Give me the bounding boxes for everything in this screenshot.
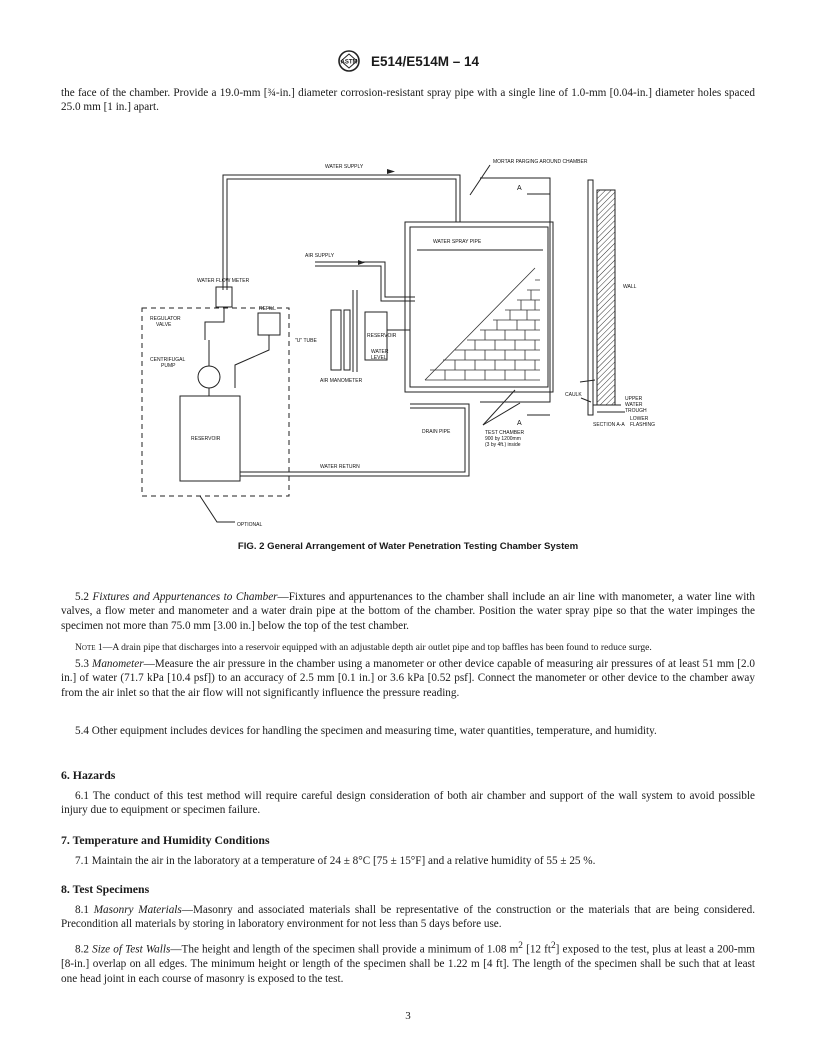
label-water-2: WATER [625, 402, 643, 408]
note-1-text: —A drain pipe that discharges into a reservoir equipped with an adjustable depth air outlet pipe and top baffles has been found to reduce surge. [102, 642, 652, 653]
label-drain-pipe: DRAIN PIPE [422, 429, 451, 435]
heading-hazards: 6. Hazards [61, 768, 116, 782]
figure-2-diagram [125, 150, 685, 535]
label-u-tube: "U" TUBE [295, 338, 317, 344]
section-5-4: 5.4 Other equipment includes devices for handling the specimen and measuring time, water quantities, temperature, and humidity. [75, 725, 657, 737]
label-test-chamber: TEST CHAMBER [485, 430, 525, 436]
note-1-label: Note 1 [75, 642, 103, 653]
section-8-2-text-b: [12 ft [522, 943, 551, 956]
label-lower: LOWER [630, 416, 649, 422]
label-caulk: CAULK [565, 392, 582, 398]
label-pump: PUMP [161, 363, 176, 369]
label-water-spray-pipe: WATER SPRAY PIPE [433, 239, 482, 245]
label-water-return: WATER RETURN [320, 464, 360, 470]
section-8-1 [61, 903, 755, 932]
label-test-chamber-size: 900 by 1200mm [485, 436, 521, 442]
label-flashing: FLASHING [630, 422, 656, 428]
section-5-2-text: —Fixtures and appurtenances to the chamber shall include an air line with manometer, a water line with valves, a flow meter and manometer and a water drain pipe at the bottom of the chamber. Position the water spray pipe so that the water impinges the specimen not more than 75.0 mm [3.00 in.] below the top of the test chamber. [61, 591, 756, 632]
page-header [0, 50, 816, 72]
note-1 [61, 641, 755, 655]
section-7-1: 7.1 Maintain the air in the laboratory at a temperature of 24 ± 8°C [75 ± 15°F] and a relative humidity of 55 ± 25 %. [75, 855, 596, 867]
section-5-2-title: Fixtures and Appurtenances to Chamber [92, 591, 278, 603]
section-5-2 [61, 590, 755, 633]
svg-text:ASTM: ASTM [340, 59, 358, 66]
section-8-2-text-a: —The height and length of the specimen shall provide a minimum of 1.08 m [170, 943, 519, 956]
label-section-aa: SECTION A-A [593, 422, 625, 428]
heading-test-specimens: 8. Test Specimens [61, 882, 150, 896]
astm-logo-icon [337, 50, 361, 72]
section-5-3-text: —Measure the air pressure in the chamber using a manometer or other device capable of measuring air pressures of at least 51 mm [2.0 in.] of water (71.7 kPa [10.4 psf]) to an accuracy of 2.5 mm [0.1 in.] or 3.6 kPa [0.52 psf]. Connect the manometer or other device to the chamber away from the air inlet so that the air flow will not significantly influence the pressure reading. [61, 658, 755, 699]
heading-temperature-humidity: 7. Temperature and Humidity Conditions [61, 833, 270, 847]
label-water-flow-meter: WATER FLOW METER [197, 278, 250, 284]
label-test-chamber-size-imperial: (3 by 4ft.) inside [485, 442, 521, 448]
label-refill: REFILL [259, 306, 276, 312]
label-air-manometer: AIR MANOMETER [320, 378, 363, 384]
section-6-1: 6.1 The conduct of this test method will require careful design consideration of both air chamber and support of the wall system to avoid possible injury due to equipment or specimen failure. [61, 790, 755, 817]
section-8-1-title: Masonry Materials [93, 904, 182, 916]
section-8-1-number: 8.1 [75, 904, 89, 916]
section-5-3 [61, 657, 755, 700]
label-optional: OPTIONAL [237, 522, 263, 528]
figure-caption: FIG. 2 General Arrangement of Water Penetration Testing Chamber System [237, 541, 579, 552]
section-5-3-title: Manometer [92, 658, 144, 670]
label-valve: VALVE [156, 322, 172, 328]
superscript-2b: 2 [550, 941, 556, 951]
standard-designation: E514/E514M – 14 [370, 53, 480, 69]
section-8-2-number: 8.2 [75, 943, 89, 956]
section-8-1-text: —Masonry and associated materials shall be representative of the construction or the materials that are being considered. Precondition all materials by storing in laboratory environment for not less than 5 days before use. [61, 904, 756, 931]
label-upper: UPPER [625, 396, 643, 402]
superscript-2: 2 [518, 941, 523, 951]
section-8-2 [61, 939, 755, 986]
label-regulator: REGULATOR [150, 316, 181, 322]
label-reservoir-small: RESERVOIR [367, 333, 397, 339]
label-water-supply: WATER SUPPLY [325, 164, 364, 170]
section-5-3-number: 5.3 [75, 658, 89, 670]
label-water: WATER [371, 349, 389, 355]
label-wall: WALL [623, 284, 637, 290]
label-section-a-bottom: A [517, 420, 522, 427]
label-trough: TROUGH [625, 408, 647, 414]
label-level: LEVEL [371, 355, 387, 361]
intro-paragraph: the face of the chamber. Provide a 19.0-mm [¾-in.] diameter corrosion-resistant spray pipe with a single line of 1.0-mm [0.04-in.] diameter holes spaced 25.0 mm [1 in.] apart. [61, 87, 755, 114]
label-centrifugal: CENTRIFUGAL [150, 357, 186, 363]
label-section-a-top: A [517, 185, 522, 192]
page-number: 3 [405, 1010, 411, 1022]
chamber-system-drawing [125, 150, 685, 535]
label-mortar-parging: MORTAR PARGING AROUND CHAMBER [493, 159, 588, 165]
section-8-2-title: Size of Test Walls [92, 943, 171, 956]
section-8-2-text-c: ] exposed to the test, plus at least a 200-mm [8-in.] overlap on all edges. The minimum height or length of the specimen shall be 1.22 m [4 ft]. The length of the specimen shall be such that at least one head joint in each course of masonry is exposed to the test. [61, 943, 756, 985]
label-air-supply: AIR SUPPLY [305, 253, 335, 259]
section-5-2-number: 5.2 [75, 591, 89, 603]
label-reservoir-large: RESERVOIR [191, 436, 221, 442]
